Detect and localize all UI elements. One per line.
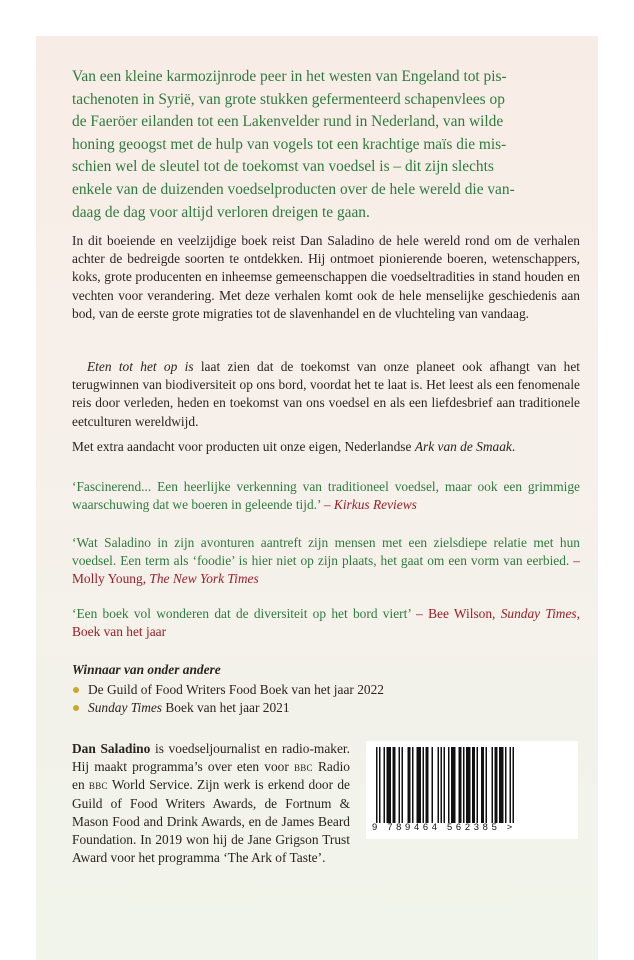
barcode-bar [495,747,498,823]
barcode-bar [444,747,446,823]
bio-text: World Service. Zijn werk is erkend door de Guild of Food Writers Awards, de Fortnum & Mason Food and Drink Awards, en de James Beard Foundation. In 2019 won hij de Jane Grigson Trust Award voor het programma ‘The Ark of Taste’. [72,777,350,866]
barcode-bar [481,747,484,823]
ark-note [72,438,580,456]
barcode-bar [448,747,450,823]
barcode-bar [505,747,507,823]
intro-line: daag de dag voor altijd verloren dreigen te gaan. [72,203,370,221]
quote-text: ‘Een boek vol wonderen dat de diversiteit op het bord viert’ [72,606,417,621]
intro-line: honing geoogst met de hulp van vogels tot een krachtige maïs die mis- [72,135,507,153]
barcode-bar [376,747,378,823]
description-paragraph-2 [72,358,580,431]
barcode-bar [513,747,515,823]
barcode-bar [463,747,465,823]
review-quote-nyt [72,534,580,589]
bullet-icon [73,687,79,693]
description-paragraph-1: In dit boeiende en veelzijdige boek reist Dan Saladino de hele wereld rond om de verhalen achter de bedreigde soorten te ontdekken. Hij ontmoet pionierende boeren, wetenschappers, koks, grote producenten en inheemse gemeenschappen die voedseltradities in stand houden en vechten voor verandering. Met deze verhalen komt ook de hele menselijke geschiedenis aan bod, van de eerste grote migraties tot de slavenhandel en de vluchteling van vandaag. [72,233,580,321]
bullet-icon [73,705,79,711]
barcode-bar [432,747,434,823]
award-publication: Sunday Times [88,700,163,716]
barcode-bar [402,747,404,823]
note-end: . [511,439,516,454]
note-text: Met extra aandacht voor producten uit onze eigen, Nederlandse [72,439,415,454]
barcode-bar [477,747,479,823]
award-text: Boek van het jaar 2021 [162,700,290,716]
author-bio [72,740,350,867]
barcode-bar [441,747,443,823]
intro-blurb [72,66,580,224]
quote-text: ‘Wat Saladino in zijn avonturen aantreft zijn mensen met een zielsdiepe relatie met hun voedsel. Een term als ‘foodie’ is hier niet op zijn plaats, het gaat om een vorm van eerbied. [72,535,580,569]
barcode-bar [492,747,494,823]
book-title: Eten tot het op is [87,359,194,374]
intro-line: Van een kleine karmozijnrode peer in het westen van Engeland tot pis- [72,68,507,85]
barcode-bar [459,747,462,823]
quote-source: Kirkus Reviews [333,497,417,513]
barcode-bar [466,747,471,823]
quote-text: ‘Fascinerend... Een heerlijke verkenning van traditioneel voedsel, maar ook een grimmige waarschuwing dat we boeren in geleende tijd.’ [72,479,580,513]
intro-line: schien wel de sleutel tot de toekomst van voedsel is – dit zijn slechts [72,158,494,176]
bio-text: Radio en [72,759,350,793]
quote-source: The New York Times [149,571,259,587]
isbn-barcode [366,741,578,839]
quote-author: – Molly Young, [72,553,580,587]
review-quote-kirkus [72,478,580,514]
barcode-bar [486,747,488,823]
barcode-bar [408,747,411,823]
quote-author: – Bee Wilson, [416,606,501,621]
intro-line: tachenoten in Syrië, van grote stukken gefermenteerd schapenvlees op [72,90,505,108]
quote-source-rest: , Boek van het jaar [72,606,580,640]
bbc-label: bbc [88,777,108,793]
author-name: Dan Saladino [72,741,151,756]
barcode-bar [510,747,512,823]
review-quote-sunday-times [72,605,580,641]
barcode-bar [384,747,386,823]
barcode-bar [387,747,392,823]
award-text: De Guild of Food Writers Food Boek van het jaar 2022 [88,682,384,697]
paragraph-text: laat zien dat de toekomst van onze planeet ook afhangt van het terugwinnen van biodiversiteit op ons bord, voordat het te laat is. Het leest als een fenomenale reis door verleden, heden en toekomst van ons voedsel en als een liefdesbrief aan traditionele eetculturen wereldwijd. [72,359,581,429]
quote-source: Sunday Times [500,606,577,621]
barcode-bar [379,747,381,823]
intro-line: de Faeröer eilanden tot een Lakenvelder rund in Nederland, van wilde [72,113,504,131]
award-item [72,681,572,699]
barcode-bar [438,747,440,823]
isbn-number: 9 789464 562385 > [372,821,516,832]
intro-line: enkele van de duizenden voedselproducten over de hele wereld die van- [72,180,515,198]
barcode-bar [417,747,422,823]
barcode-bar [399,747,401,823]
barcode-bar [451,747,456,823]
barcode-bar [393,747,396,823]
bio-text: is voedseljournalist en radio-maker. Hij maakt programma’s over eten voor [72,741,350,775]
award-item [72,699,572,717]
barcode-bar [499,747,504,823]
awards-heading: Winnaar van onder andere [72,662,221,677]
barcode-bar [412,747,414,823]
ark-title: Ark van de Smaak [414,439,512,454]
barcode-bar [423,747,425,823]
barcode-bar [426,747,429,823]
barcode-bar [472,747,475,823]
awards-list [72,681,572,717]
barcode-bars [376,747,568,823]
quote-dash: – [323,497,334,513]
bbc-label: bbc [293,759,313,775]
